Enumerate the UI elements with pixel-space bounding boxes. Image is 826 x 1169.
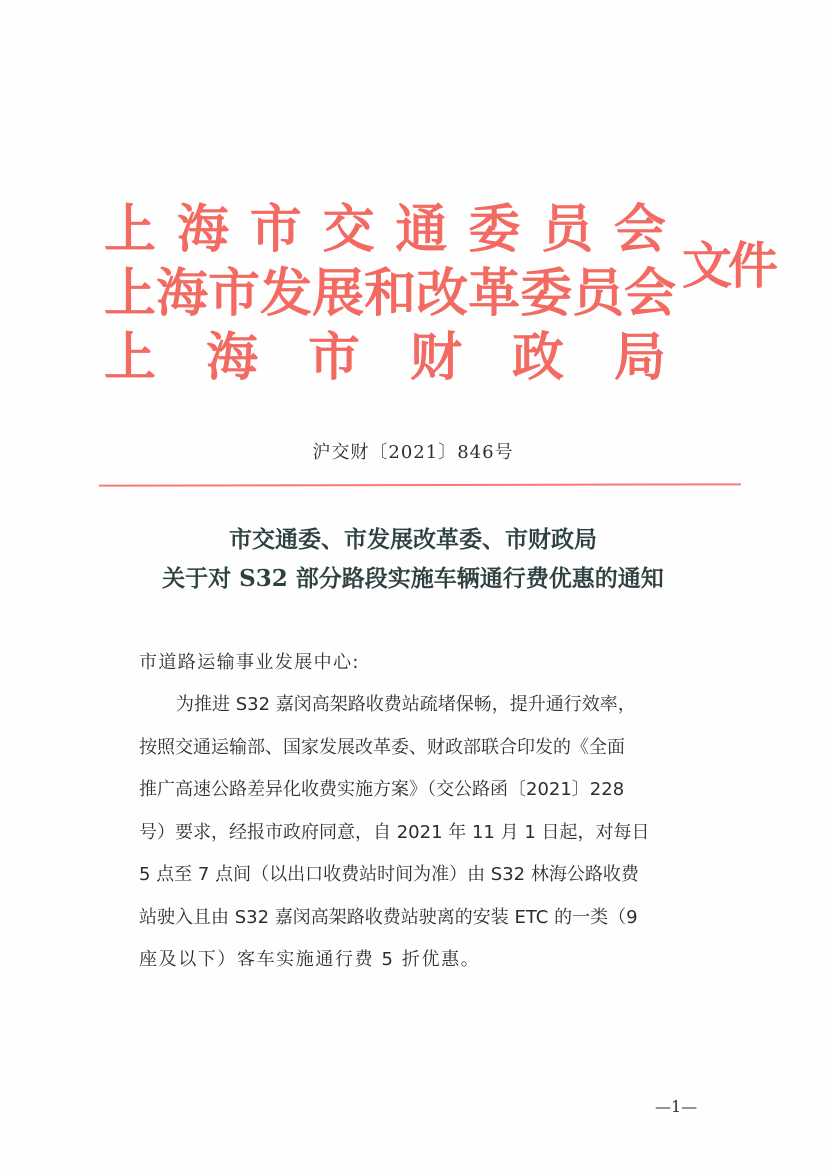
red-divider-rule	[99, 483, 741, 486]
page-number: —1—	[655, 1097, 698, 1116]
body-line: 为推进 S32 嘉闵高架路收费站疏堵保畅，提升通行效率，	[176, 694, 636, 715]
body-line: 5 点至 7 点间（以出口收费站时间为准）由 S32 林海公路收费	[139, 864, 639, 885]
issuer-char: 市	[208, 263, 261, 324]
notice-title-line-2: 关于对 S32 部分路段实施车辆通行费优惠的通知	[162, 565, 664, 592]
issuer-char: 发	[260, 263, 313, 324]
issuer-char: 交	[322, 199, 375, 260]
issuer-char: 上	[104, 263, 157, 324]
issuer-char: 海	[176, 199, 229, 260]
issuer-line-transport-commission	[104, 200, 666, 260]
issuer-char: 局	[613, 327, 666, 388]
issuer-char: 海	[156, 263, 209, 324]
issuer-line-finance-bureau	[104, 328, 666, 388]
issuer-char: 政	[511, 327, 564, 388]
body-line: 按照交通运输部、国家发展改革委、财政部联合印发的《全面	[139, 737, 625, 758]
issuer-char: 市	[249, 199, 302, 260]
document-type-label: 文件	[682, 236, 774, 295]
issuer-char: 会	[613, 199, 666, 260]
issuer-char: 革	[468, 263, 521, 324]
issuer-char: 展	[312, 263, 365, 324]
issuer-char: 改	[416, 263, 469, 324]
issuer-char: 财	[409, 327, 462, 388]
body-line: 站驶入且由 S32 嘉闵高架路收费站驶离的安装 ETC 的一类（9	[139, 907, 638, 928]
body-line: 推广高速公路差异化收费实施方案》（交公路函〔2021〕228	[139, 779, 625, 800]
issuer-char: 通	[395, 199, 448, 260]
body-line: 座及以下）客车实施通行费 5 折优惠。	[139, 949, 481, 970]
issuer-line-development-reform-commission	[104, 263, 677, 324]
document-number: 沪交财〔2021〕846号	[312, 442, 514, 463]
issuer-char: 委	[520, 263, 573, 324]
issuer-char: 市	[307, 327, 360, 388]
issuer-char: 和	[364, 263, 417, 324]
body-line: 号）要求，经报市政府同意，自 2021 年 11 月 1 日起，对每日	[139, 822, 650, 843]
issuer-char: 委	[468, 199, 521, 260]
issuer-char: 海	[205, 327, 258, 388]
notice-title-line-1: 市交通委、市发展改革委、市财政局	[229, 526, 597, 553]
issuer-char: 上	[104, 327, 157, 388]
issuer-char: 员	[541, 199, 594, 260]
issuer-char: 上	[104, 199, 157, 260]
issuer-char: 会	[624, 263, 677, 324]
salutation: 市道路运输事业发展中心:	[139, 652, 360, 673]
issuer-char: 员	[572, 263, 625, 324]
